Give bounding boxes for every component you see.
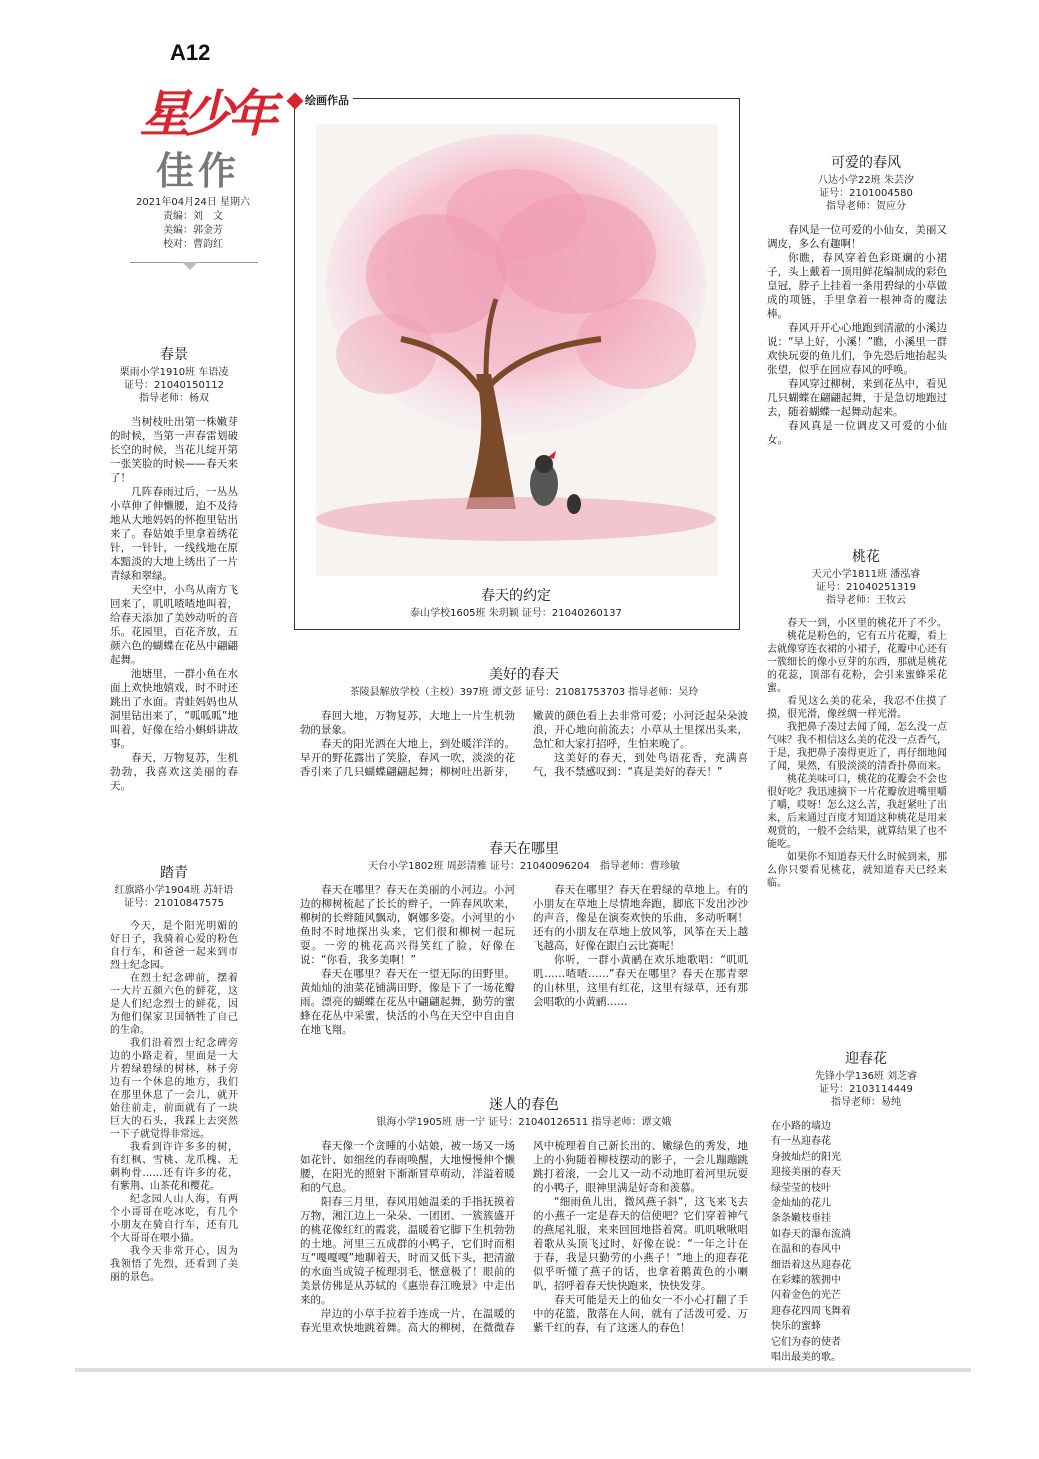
paragraph: 当树枝吐出第一株嫩芽的时候，当第一声春雷划破长空的时候，当花儿绽开第一张笑脸的时候——春天来了！ xyxy=(110,416,238,484)
article-yingchunhua xyxy=(771,1048,947,1366)
paragraph: 这美好的春天，到处鸟语花香，充满喜气，我不禁感叹到：“真是美好的春天！” xyxy=(533,752,748,778)
article-miren-chunse xyxy=(300,1094,748,1389)
paragraph: 天空中，小鸟从南方飞回来了，叽叽喳喳地叫着，给春天添加了美妙动听的音乐。花园里，百花齐放，五颜六色的蝴蝶在花丛中翩翩起舞。 xyxy=(110,584,238,666)
paragraph: 岸边的小草手拉着手连成一片，在温暖的春光里欢快地跳着舞。高大的柳树，在微微春风中梳理着自己新长出的、嫩绿色的秀发，地上的小狗随着柳枝摆动的影子，一会儿蹦蹦跳跳打着滚，一会儿又一动不动地盯着河里玩耍的小鸭子，眼神里满是好奇和羡慕。 xyxy=(300,1140,748,1334)
poem-line: 绿莹莹的枝叶 xyxy=(771,1182,831,1194)
poem-line: 细语着这丛迎春花 xyxy=(771,1259,851,1271)
article-byline: 天台小学1802班 周彭清雅 证号：21040096204 指导老师：曹珍敏 xyxy=(368,861,680,872)
article-body xyxy=(110,920,238,1284)
paragraph: 你听，一群小黄鹂在欢乐地歌唱：“叽叽叽……喳喳……”春天在哪里？春天在那青翠的山林里，这里有红花，这里有绿草，还有那会唱歌的小黄鹂…… xyxy=(533,954,748,1008)
paragraph: 你瞧，春风穿着色彩斑斓的小裙子，头上戴着一顶用鲜花编制成的彩色皇冠，脖子上挂着一条用碧绿的小草做成的项链，手里拿着一根神奇的魔法棒。 xyxy=(767,252,947,320)
paragraph: 我们沿着烈士纪念碑旁边的小路走着，里面是一大片碧绿碧绿的树林，林子旁边有一个休息的地方，我们在那里休息了一会儿，就开始往前走，前面就有了一块巨大的石头，我踩上去突然一下子就觉得非常远。 xyxy=(110,1038,238,1140)
paragraph: 春天像一个贪睡的小姑娘，被一场又一场如花针、如细丝的春雨唤醒，大地慢慢伸个懒腰，在阳光的照射下渐渐冒草萌动，洋溢着暖和的气息。 xyxy=(300,1140,515,1194)
poem-line: 在彩蝶的簇拥中 xyxy=(771,1275,841,1287)
article-keai-chunfeng xyxy=(767,152,947,447)
article-id: 证号：2101004580 xyxy=(819,188,913,199)
poem-line: 在温和的春风中 xyxy=(771,1244,841,1256)
drawing-byline: 泰山学校1605班 朱玥颖 证号：21040260137 xyxy=(410,608,622,619)
article-taqing xyxy=(110,862,238,1284)
article-byline: 茶陵县解放学校（主校）397班 谭文彭 证号：21081753703 指导老师：吴玲 xyxy=(349,687,699,698)
paragraph: 春天在哪里？春天在碧绿的草地上。有的小朋友在草地上尽情地奔跑，脚底下发出沙沙的声音，像是在演奏欢快的乐曲，多动听啊！还有的小朋友在草地上放风筝，风筝在天上越飞越高，好像在跟白云比赛呢！ xyxy=(533,884,748,952)
editor: 责编：刘 文 xyxy=(163,211,223,222)
article-title: 踏青 xyxy=(160,865,188,881)
article-title: 春景 xyxy=(160,347,188,363)
article-school: 天元小学1811班 潘泓睿 xyxy=(811,569,921,580)
paragraph: 我看到许许多多的树，有红枫、雪桃、龙爪槐、无刺枸骨……还有许多的花，有紫荆、山茶花和樱花。 xyxy=(110,1142,238,1192)
paragraph: 春天可能是天上的仙女一不小心打翻了手中的花篮，散落在人间，就有了活泼可爱、万紫千红的春，有了这迷人的春色！ xyxy=(533,1294,748,1334)
proofreader: 校对：曹韵红 xyxy=(163,239,223,250)
article-teacher: 指导老师：易纯 xyxy=(831,1097,901,1108)
paragraph: 春回大地，万物复苏，大地上一片生机勃勃的景象。 xyxy=(300,710,515,736)
poem-line: 唱出最美的歌。 xyxy=(771,1352,841,1364)
article-title: 春天在哪里 xyxy=(489,841,559,857)
brand-logo: 星少年 xyxy=(140,85,272,143)
article-chunjing xyxy=(110,344,238,793)
paragraph: 春天的阳光洒在大地上，到处暖洋洋的。早开的野花露出了笑脸，春风一吹，淡淡的花香引来了几只蝴蝶翩翩起舞；柳树吐出新芽，嫩黄的颜色看上去非常可爱；小河泛起朵朵波浪，开心地向前流去；小草从土里探出头来，急忙和大家打招呼，生怕来晚了。 xyxy=(300,710,748,778)
article-id: 证号：21040150112 xyxy=(124,380,224,391)
paragraph: 纪念园人山人海，有两个小哥哥在吃冰吃，有几个小朋友在骑自行车，还有几个大哥哥在喂小猫。 xyxy=(110,1194,238,1244)
article-body xyxy=(767,617,947,890)
article-body xyxy=(300,709,748,795)
article-title: 桃花 xyxy=(852,549,880,565)
paragraph: 几阵春雨过后，一丛丛小草伸了伸懒腰，迫不及待地从大地妈妈的怀抱里钻出来了。春姑娘手里拿着绣花针，一针针，一线线地在原本黯淡的大地上绣出了一片青绿和翠绿。 xyxy=(110,486,238,582)
article-school: 八达小学22班 朱芸汐 xyxy=(818,175,914,186)
paragraph: 春风真是一位调皮又可爱的小仙女。 xyxy=(767,420,947,446)
poem-line: 它们为春的使者 xyxy=(771,1336,841,1348)
article-title: 美好的春天 xyxy=(489,667,559,683)
paragraph: 今天，是个阳光明媚的好日子，我骑着心爱的粉色自行车，和爸爸一起来到市烈士纪念园。 xyxy=(110,921,238,971)
article-teacher: 指导老师：贺应分 xyxy=(826,201,906,212)
article-body xyxy=(110,415,238,793)
paragraph: 春风穿过柳树，来到花丛中，看见几只蝴蝶在翩翩起舞，于是急切地跑过去，随着蝴蝶一起舞动起来。 xyxy=(767,378,947,418)
article-title: 可爱的春风 xyxy=(831,155,901,171)
drawing-tag xyxy=(285,92,353,108)
paragraph: “细雨鱼儿出，微风燕子斜”，这飞来飞去的小燕子一定是春天的信使吧？它们穿着神气的燕尾礼服，来来回回地搭着窝。叽叽啾啾唱着歌从头顶飞过时，好像在说：“一年之计在于春，我是只勤劳的小燕子！”地上的迎春花似乎听懂了燕子的话，也拿着鹅黄色的小喇叭，招呼着春天快快跑来，快快发芽。 xyxy=(533,1196,748,1292)
poem-line: 在小路的墙边 xyxy=(771,1121,831,1132)
paragraph: 池塘里，一群小鱼在水面上欢快地嬉戏，时不时还跳出了水面。青蛙妈妈也从洞里钻出来了，“呱呱呱”地叫着，好像在给小蝌蚪讲故事。 xyxy=(110,668,238,750)
article-meihao-chuntian xyxy=(300,664,748,795)
article-taohua xyxy=(767,546,947,890)
poem-line: 有一丛迎春花 xyxy=(771,1136,831,1148)
poem-body xyxy=(771,1119,947,1366)
article-chuntian-zainali xyxy=(300,838,748,1073)
paragraph: 春天一到，小区里的桃花开了不少。 xyxy=(787,618,947,629)
paragraph: 如果你不知道春天什么时候到来，那么你只要看见桃花，就知道春天已经来临。 xyxy=(767,852,947,889)
article-body xyxy=(767,223,947,447)
paragraph: 我把鼻子凑过去闻了闻，怎么没一点气味？我不相信这么美的花没一点香气，于是，我把鼻子凑得更近了，再仔细地闻了闻，果然，有股淡淡的清香扑鼻而来。 xyxy=(767,722,947,772)
article-school: 栗雨小学1910班 车语凌 xyxy=(119,367,229,378)
article-id: 证号：21040251319 xyxy=(816,582,916,593)
paragraph: 阳春三月里，春风用她温柔的手指抚摸着万物，湘江边上一朵朵、一团团、一簇簇盛开的桃花像红红的霞裳，温暖着它脚下生机勃勃的土地。河里三五成群的小鸭子，它们时而相互“嘎嘎嘎”地聊着天，时而又低下头，把清澈的水面当成镜子梳理羽毛，惬意极了！眼前的美景仿佛是从苏轼的《惠崇春江晚景》中走出来的。 xyxy=(300,1196,515,1306)
article-teacher: 指导老师：杨双 xyxy=(139,393,209,404)
poem-line: 条条嫩枝垂挂 xyxy=(771,1213,831,1225)
cherry-tree-illustration xyxy=(316,124,718,576)
article-body xyxy=(300,1139,748,1389)
article-title: 迷人的春色 xyxy=(489,1097,559,1113)
paragraph: 看见这么美的花朵，我忍不住摸了摸，很光滑，像丝绸一样光滑。 xyxy=(767,696,947,720)
poem-line: 闪着金色的光芒 xyxy=(771,1290,841,1302)
issue-date: 2021年04月24日 星期六 xyxy=(135,197,251,208)
meta-divider-arrow xyxy=(182,262,198,270)
paragraph: 桃花美味可口，桃花的花瓣会不会也很好吃？我迅速摘下一片花瓣放进嘴里嚼了嚼，哎呀！怎么这么苦，我赶紧吐了出来，后来通过百度才知道这种桃花是用来观赏的，一般不会结果，就算结果了也不能吃。 xyxy=(767,774,947,850)
article-id: 证号：21010847575 xyxy=(124,898,224,909)
article-id: 证号：2103114449 xyxy=(819,1084,913,1095)
section-title: 佳作 xyxy=(156,148,241,193)
article-body xyxy=(300,883,748,1073)
pin-icon xyxy=(287,93,304,110)
article-teacher: 指导老师：王牧云 xyxy=(826,595,906,606)
article-school: 先锋小学136班 刘芝睿 xyxy=(814,1071,918,1082)
paragraph: 春天，万物复苏，生机勃勃，我喜欢这美丽的春天。 xyxy=(110,752,238,792)
paragraph: 春风是一位可爱的小仙女，美丽又调皮，多么有趣啊！ xyxy=(767,224,947,250)
article-school: 红旗路小学1904班 苏轩语 xyxy=(114,885,234,896)
poem-line: 迎接美丽的春天 xyxy=(771,1167,841,1179)
poem-line: 迎春花四周飞舞着 xyxy=(771,1305,851,1317)
drawing-title: 春天的约定 xyxy=(481,588,551,604)
poem-line: 如春天的瀑布流淌 xyxy=(771,1228,851,1240)
art-editor: 美编：郭金芳 xyxy=(163,225,223,236)
issue-meta xyxy=(108,196,278,252)
painting-cherry-tree xyxy=(316,124,718,576)
paragraph: 春天在哪里？春天在一望无际的田野里。黄灿灿的油菜花铺满田野，像是下了一场花瓣雨。漂亮的蝴蝶在花丛中翩翩起舞，勤劳的蜜蜂在花丛中采蜜，快活的小鸟在天空中自由自在地飞翔。 xyxy=(300,968,515,1036)
paragraph: 在烈士纪念碑前，摆着一大片五颜六色的鲜花，这是人们纪念烈士的鲜花，因为他们保家卫国牺牲了自己的生命。 xyxy=(110,973,238,1036)
paragraph: 春风开开心心地跑到清澈的小溪边说：“早上好，小溪！”瞧，小溪里一群欢快玩耍的鱼儿们，争先恐后地抬起头张望，似乎在回应春风的呼唤。 xyxy=(767,322,947,376)
poem-line: 身披灿烂的阳光 xyxy=(771,1151,841,1163)
article-byline: 银海小学1905班 唐一宁 证号：21040126511 指导老师：谭文娥 xyxy=(376,1117,672,1128)
paragraph: 桃花是粉色的，它有五片花瓣，看上去就像穿连衣裙的小裙子，花瓣中心还有一簇细长的像小豆芽的东西，那就是桃花的花蕊，顶部有花粉，会引来蜜蜂采花蜜。 xyxy=(767,631,947,694)
paragraph: 春天在哪里？春天在美丽的小河边。小河边的柳树梳起了长长的辫子，一阵春风吹来，柳树的长辫随风飘动，婀娜多姿。小河里的小鱼时不时地探出头来，它们很和柳树一起玩耍。一旁的桃花高兴得笑红了脸，好像在说：“你看，我多美啊！” xyxy=(300,884,515,966)
drawing-tag-label: 绘画作品 xyxy=(305,94,349,107)
poem-line: 金灿灿的花儿 xyxy=(771,1198,831,1210)
bottom-rule xyxy=(75,1368,971,1372)
article-title: 迎春花 xyxy=(845,1051,887,1067)
poem-line: 快乐的蜜蜂 xyxy=(771,1321,821,1333)
page-number: A12 xyxy=(170,40,211,65)
paragraph: 我今天非常开心，因为我领悟了先烈，还看到了美丽的景色。 xyxy=(110,1246,238,1283)
